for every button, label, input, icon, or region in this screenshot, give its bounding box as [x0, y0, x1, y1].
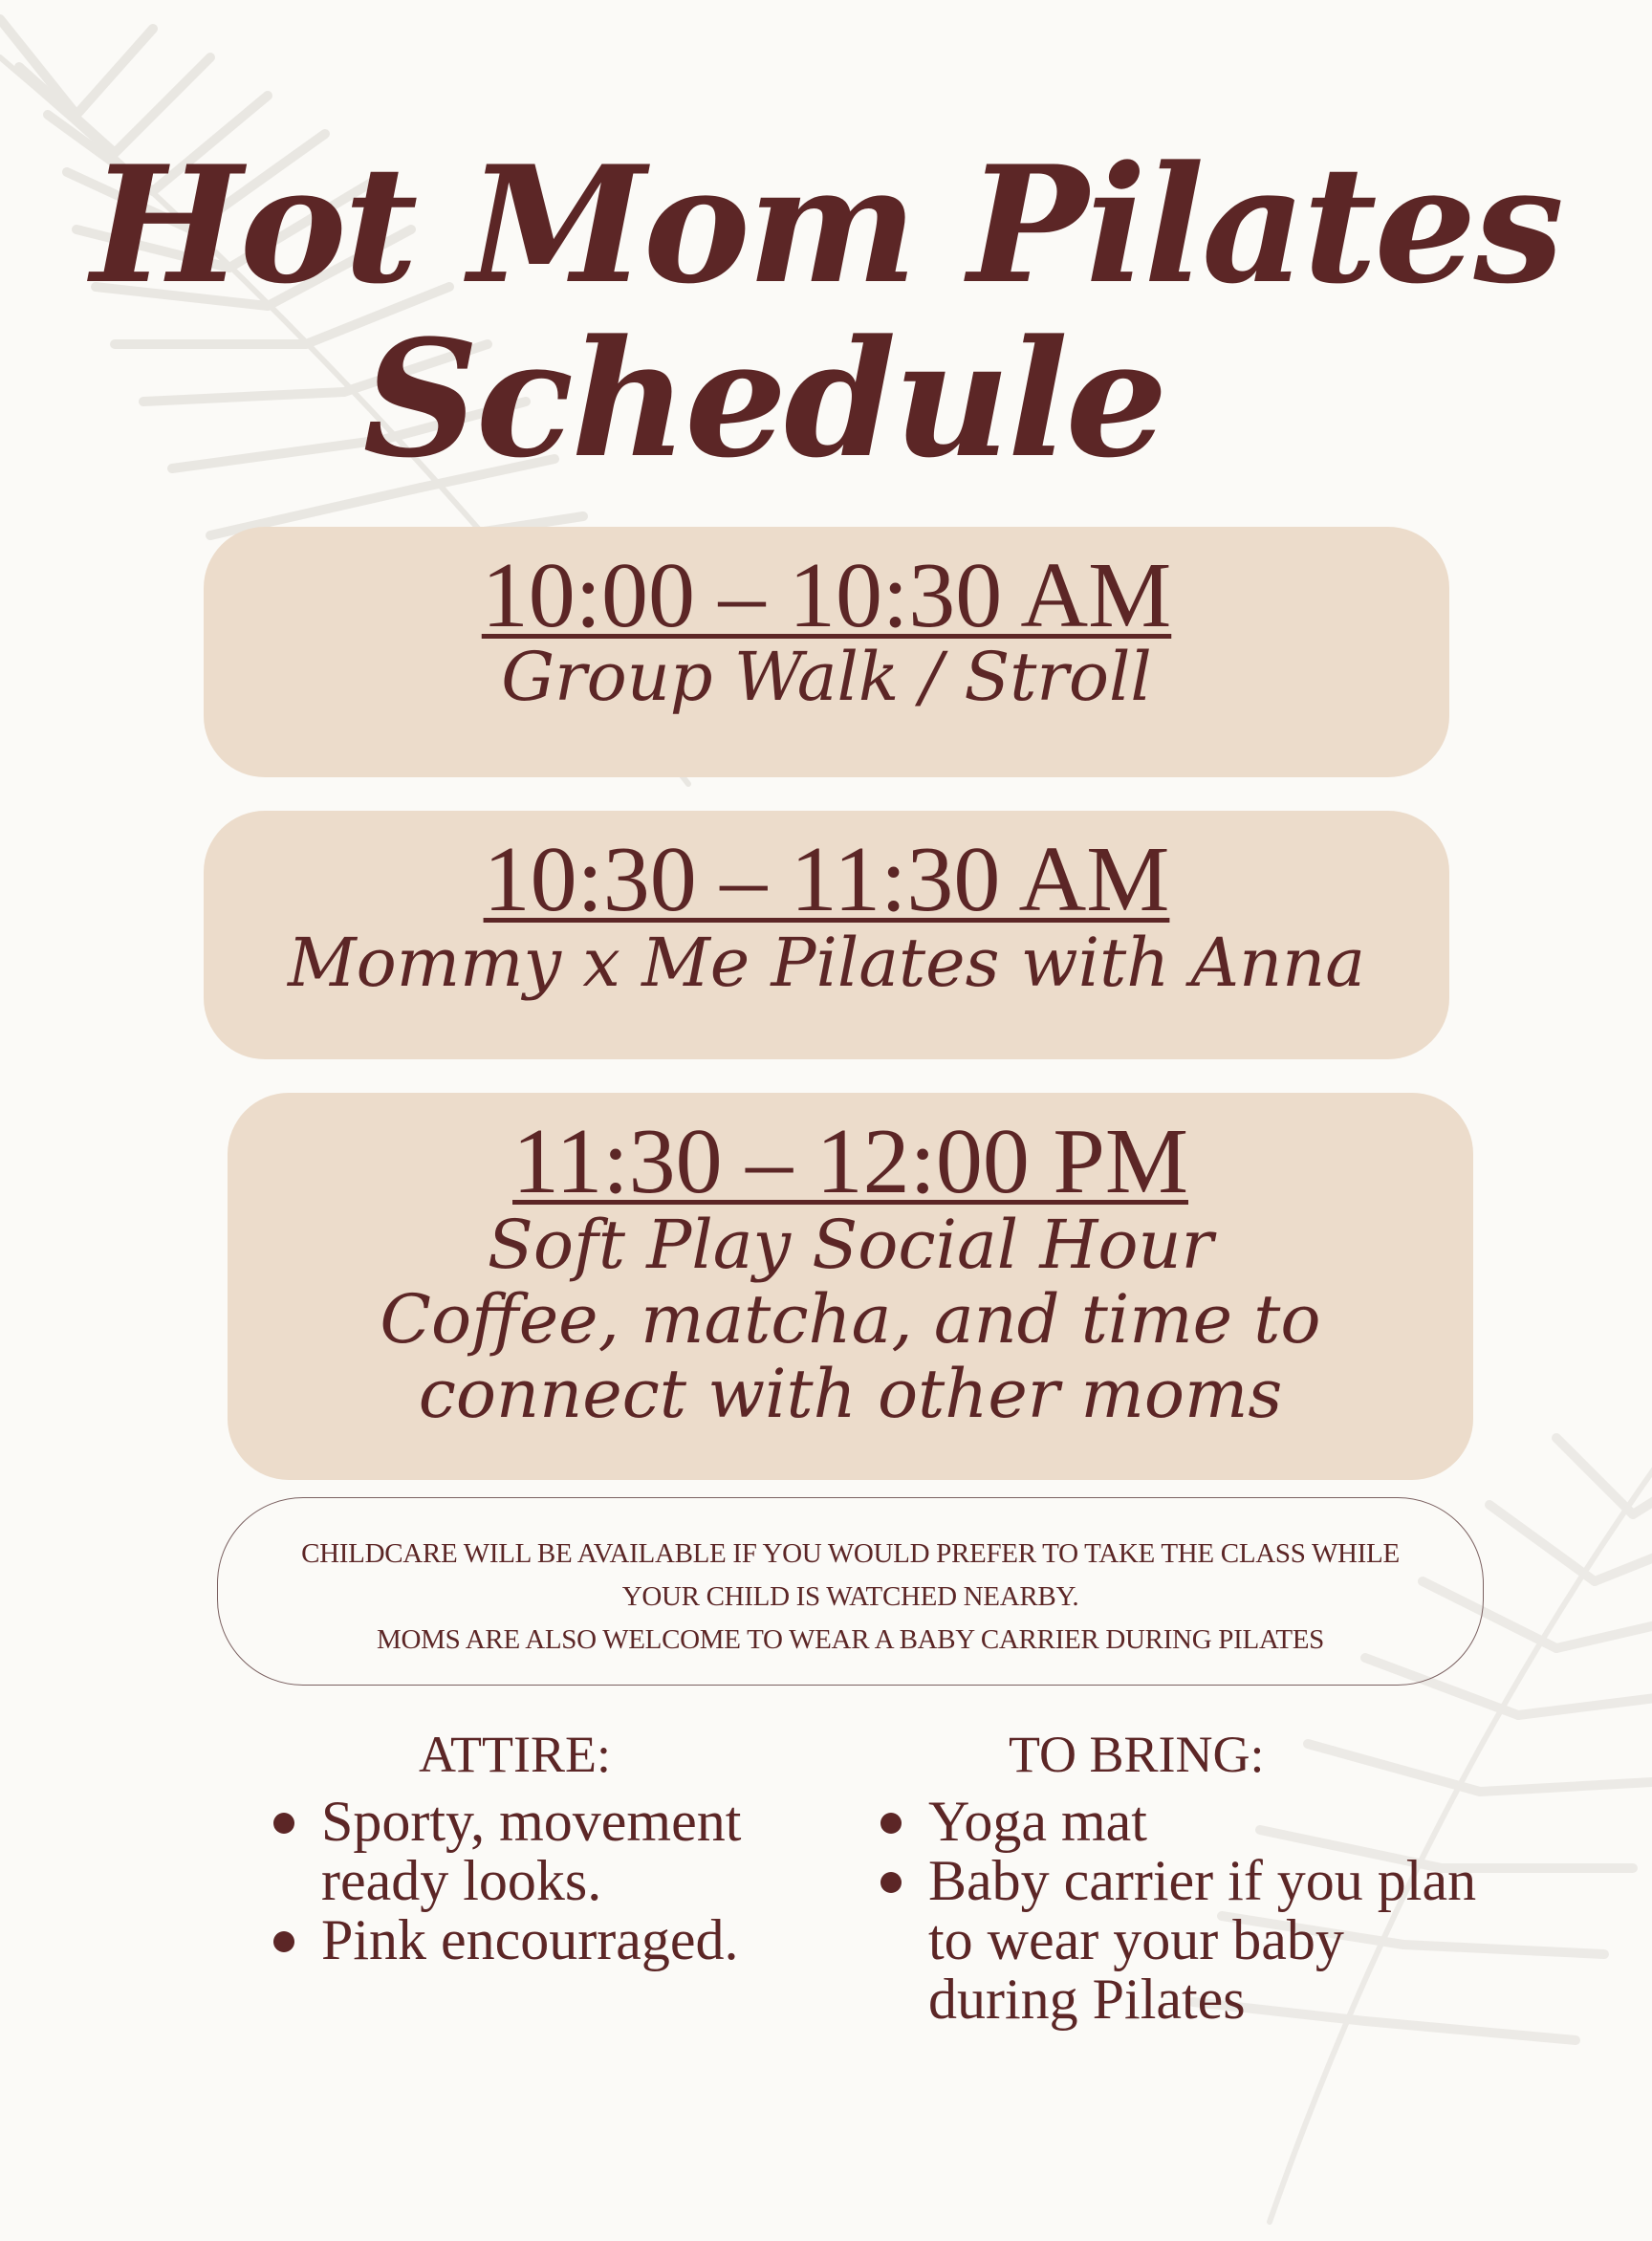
schedule-block	[204, 527, 1449, 777]
list-item-text: Baby carrier if you plan to wear your baby during Pilates	[928, 1849, 1477, 2031]
list-item	[258, 1792, 851, 1910]
bullet-dot-icon	[273, 1931, 294, 1952]
to-bring-heading: TO BRING:	[1009, 1726, 1265, 1783]
list-item	[865, 1792, 1496, 1851]
notice-line: MOMS ARE ALSO WELCOME TO WEAR A BABY CARRIER DURING PILATES	[377, 1624, 1324, 1655]
list-item	[258, 1910, 851, 1969]
list-item-text: Yoga mat	[928, 1790, 1147, 1853]
schedule-activity-detail: connect with other moms	[418, 1355, 1283, 1433]
schedule-activity-detail: Coffee, matcha, and time to	[380, 1280, 1321, 1359]
schedule-activity: Group Walk / Stroll	[501, 638, 1152, 716]
schedule-activity: Soft Play Social Hour	[487, 1206, 1214, 1284]
schedule-time: 10:30 – 11:30 AM	[483, 828, 1170, 931]
schedule-activity: Mommy x Me Pilates with Anna	[287, 924, 1365, 1002]
bullet-dot-icon	[880, 1872, 902, 1893]
list-item-text: Sporty, movement ready looks.	[321, 1790, 742, 1912]
to-bring-section	[865, 1721, 1496, 2029]
bullet-dot-icon	[273, 1813, 294, 1834]
page-title-schedule: Schedule	[362, 304, 1165, 493]
schedule-time: 11:30 – 12:00 PM	[512, 1110, 1188, 1213]
list-item	[865, 1851, 1496, 2029]
list-item-text: Pink encourraged.	[321, 1908, 739, 1971]
notice-line: CHILDCARE WILL BE AVAILABLE IF YOU WOULD PREFER TO TAKE THE CLASS WHILE	[301, 1538, 1400, 1569]
schedule-time: 10:00 – 10:30 AM	[481, 544, 1172, 647]
page-title: Hot Mom Pilates	[90, 130, 1562, 319]
schedule-block	[228, 1093, 1473, 1480]
notice-line: YOUR CHILD IS WATCHED NEARBY.	[621, 1581, 1079, 1612]
childcare-notice	[217, 1497, 1484, 1686]
to-bring-list	[865, 1792, 1496, 2029]
attire-list	[258, 1792, 851, 1969]
attire-heading: ATTIRE:	[419, 1726, 611, 1783]
attire-section	[258, 1721, 851, 1969]
schedule-block	[204, 811, 1449, 1059]
bullet-dot-icon	[880, 1813, 902, 1834]
